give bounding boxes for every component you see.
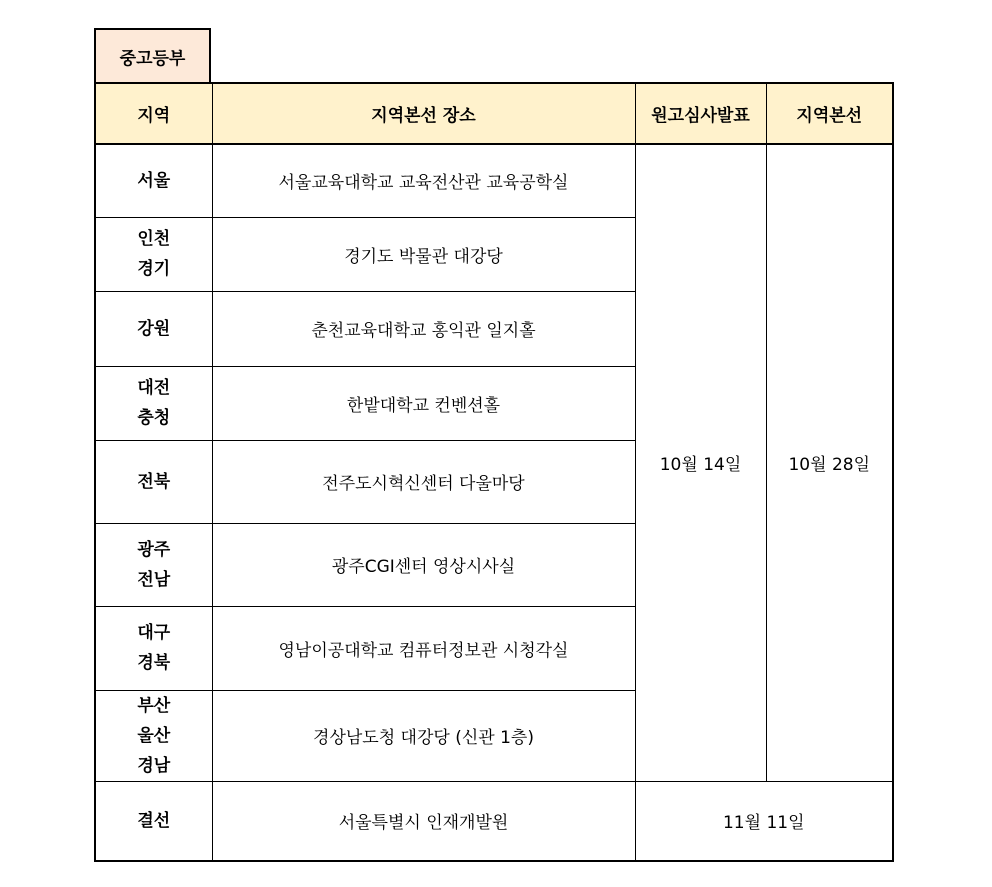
- venue-cell: 경상남도청 대강당 (신관 1층): [212, 690, 635, 781]
- section-label: 중고등부: [94, 28, 211, 82]
- region-name: 대전: [137, 378, 171, 398]
- region-name: 부산: [137, 695, 171, 716]
- region-name: 경기: [137, 259, 171, 279]
- region-name: 경남: [137, 755, 171, 776]
- region-cell: [95, 366, 212, 440]
- region-cell: [95, 217, 212, 291]
- schedule-table: [94, 82, 894, 862]
- final-region-cell: 결선: [95, 781, 212, 861]
- header-venue: 지역본선 장소: [212, 83, 635, 144]
- regional-final-date-cell: 10월 28일: [766, 144, 893, 781]
- venue-cell: 경기도 박물관 대강당: [212, 217, 635, 291]
- venue-cell: 서울교육대학교 교육전산관 교육공학실: [212, 144, 635, 217]
- region-name: 충청: [137, 408, 171, 428]
- region-name: 강원: [137, 318, 171, 339]
- final-row: [95, 781, 893, 861]
- region-cell: [95, 606, 212, 690]
- header-regional-final: 지역본선: [766, 83, 893, 144]
- venue-cell: 한밭대학교 컨벤션홀: [212, 366, 635, 440]
- region-name: 전북: [137, 471, 171, 492]
- final-date-cell: 11월 11일: [635, 781, 893, 861]
- region-name: 울산: [137, 725, 171, 746]
- region-cell: [95, 144, 212, 217]
- venue-cell: 영남이공대학교 컴퓨터정보관 시청각실: [212, 606, 635, 690]
- final-venue-cell: 서울특별시 인재개발원: [212, 781, 635, 861]
- region-name: 인천: [137, 229, 171, 249]
- region-cell: [95, 291, 212, 366]
- table-row: [95, 144, 893, 217]
- region-cell: [95, 690, 212, 781]
- region-name: 대구: [137, 623, 171, 643]
- region-name: 광주: [137, 539, 171, 560]
- venue-cell: 전주도시혁신센터 다울마당: [212, 440, 635, 523]
- region-name: 경북: [137, 653, 171, 673]
- venue-cell: 광주CGI센터 영상시사실: [212, 523, 635, 606]
- region-name: 전남: [137, 569, 171, 590]
- header-row: [95, 83, 893, 144]
- announcement-date-cell: 10월 14일: [635, 144, 766, 781]
- region-cell: [95, 440, 212, 523]
- region-name: 서울: [137, 170, 171, 191]
- region-cell: [95, 523, 212, 606]
- header-region: 지역: [95, 83, 212, 144]
- header-announcement: 원고심사발표: [635, 83, 766, 144]
- venue-cell: 춘천교육대학교 홍익관 일지홀: [212, 291, 635, 366]
